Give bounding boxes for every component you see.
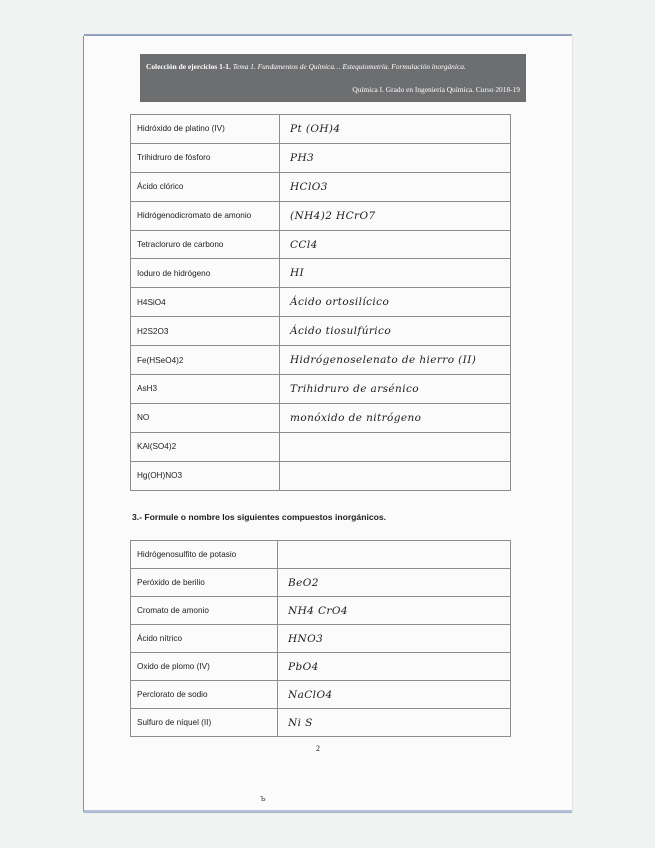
- exercise-table-2: [130, 540, 511, 737]
- compound-prompt: Oxido de plomo (IV): [131, 653, 278, 681]
- handwritten-answer: [280, 461, 511, 490]
- handwritten-answer: monóxido de nitrógeno: [280, 403, 511, 432]
- compound-prompt: Ácido clórico: [131, 172, 280, 201]
- section-3-title: 3.- Formule o nombre los siguientes compuestos inorgánicos.: [132, 512, 387, 522]
- stray-ink-mark: ъ: [260, 793, 266, 803]
- table-row: [131, 709, 511, 737]
- compound-prompt: KAl(SO4)2: [131, 432, 280, 461]
- compound-prompt: Sulfuro de níquel (II): [131, 709, 278, 737]
- header-topic: Tema 1. Fundamentos de Química… Estequiometría. Formulación inorgánica.: [232, 62, 466, 71]
- paper-bottom-edge: [84, 810, 572, 813]
- handwritten-answer: PbO4: [278, 653, 511, 681]
- table-row: [131, 653, 511, 681]
- handwritten-answer: Hidrógenoselenato de hierro (II): [280, 346, 511, 375]
- compound-prompt: Hidrógenosulfito de potasio: [131, 541, 278, 569]
- header-series: Colección de ejercicios 1-1.: [146, 62, 231, 71]
- exercise-table-2-body: [131, 541, 511, 737]
- handwritten-answer: HNO3: [278, 625, 511, 653]
- handwritten-answer: CCl4: [280, 230, 511, 259]
- handwritten-answer: Ni S: [278, 709, 511, 737]
- compound-prompt: H4SiO4: [131, 288, 280, 317]
- handwritten-answer: Ácido tiosulfúrico: [280, 317, 511, 346]
- handwritten-answer: BeO2: [278, 569, 511, 597]
- compound-prompt: Cromato de amonio: [131, 597, 278, 625]
- compound-prompt: Perclorato de sodio: [131, 681, 278, 709]
- compound-prompt: NO: [131, 403, 280, 432]
- exercise-table-1-body: [131, 115, 511, 491]
- compound-prompt: Peróxido de berilio: [131, 569, 278, 597]
- table-row: [131, 541, 511, 569]
- exercise-table-1: [130, 114, 511, 491]
- table-row: [131, 346, 511, 375]
- handwritten-answer: NaClO4: [278, 681, 511, 709]
- table-row: [131, 317, 511, 346]
- page-header-banner: [140, 54, 526, 102]
- handwritten-answer: Trihidruro de arsénico: [280, 375, 511, 404]
- page-number: 2: [316, 744, 320, 753]
- header-course: Química I. Grado en Ingeniería Química. Curso 2018-19: [352, 85, 520, 94]
- handwritten-answer: HI: [280, 259, 511, 288]
- compound-prompt: Ácido nítrico: [131, 625, 278, 653]
- table-row: [131, 143, 511, 172]
- compound-prompt: AsH3: [131, 375, 280, 404]
- compound-prompt: Hidrógenodicromato de amonio: [131, 201, 280, 230]
- compound-prompt: H2S2O3: [131, 317, 280, 346]
- table-row: [131, 597, 511, 625]
- handwritten-answer: PH3: [280, 143, 511, 172]
- handwritten-answer: [278, 541, 511, 569]
- compound-prompt: Hg(OH)NO3: [131, 461, 280, 490]
- table-row: [131, 259, 511, 288]
- handwritten-answer: Pt (OH)4: [280, 115, 511, 144]
- compound-prompt: Fe(HSeO4)2: [131, 346, 280, 375]
- handwritten-answer: HClO3: [280, 172, 511, 201]
- compound-prompt: Hidróxido de platino (IV): [131, 115, 280, 144]
- table-row: [131, 403, 511, 432]
- handwritten-answer: (NH4)2 HCrO7: [280, 201, 511, 230]
- table-row: [131, 230, 511, 259]
- header-title-line: [146, 62, 466, 71]
- compound-prompt: Trihidruro de fósforo: [131, 143, 280, 172]
- table-row: [131, 172, 511, 201]
- handwritten-answer: NH4 CrO4: [278, 597, 511, 625]
- table-row: [131, 461, 511, 490]
- table-row: [131, 625, 511, 653]
- compound-prompt: Ioduro de hidrógeno: [131, 259, 280, 288]
- compound-prompt: Tetracloruro de carbono: [131, 230, 280, 259]
- handwritten-answer: Ácido ortosilícico: [280, 288, 511, 317]
- handwritten-answer: [280, 432, 511, 461]
- table-row: [131, 569, 511, 597]
- table-row: [131, 681, 511, 709]
- table-row: [131, 375, 511, 404]
- worksheet-page: [84, 36, 572, 812]
- table-row: [131, 432, 511, 461]
- table-row: [131, 115, 511, 144]
- table-row: [131, 201, 511, 230]
- table-row: [131, 288, 511, 317]
